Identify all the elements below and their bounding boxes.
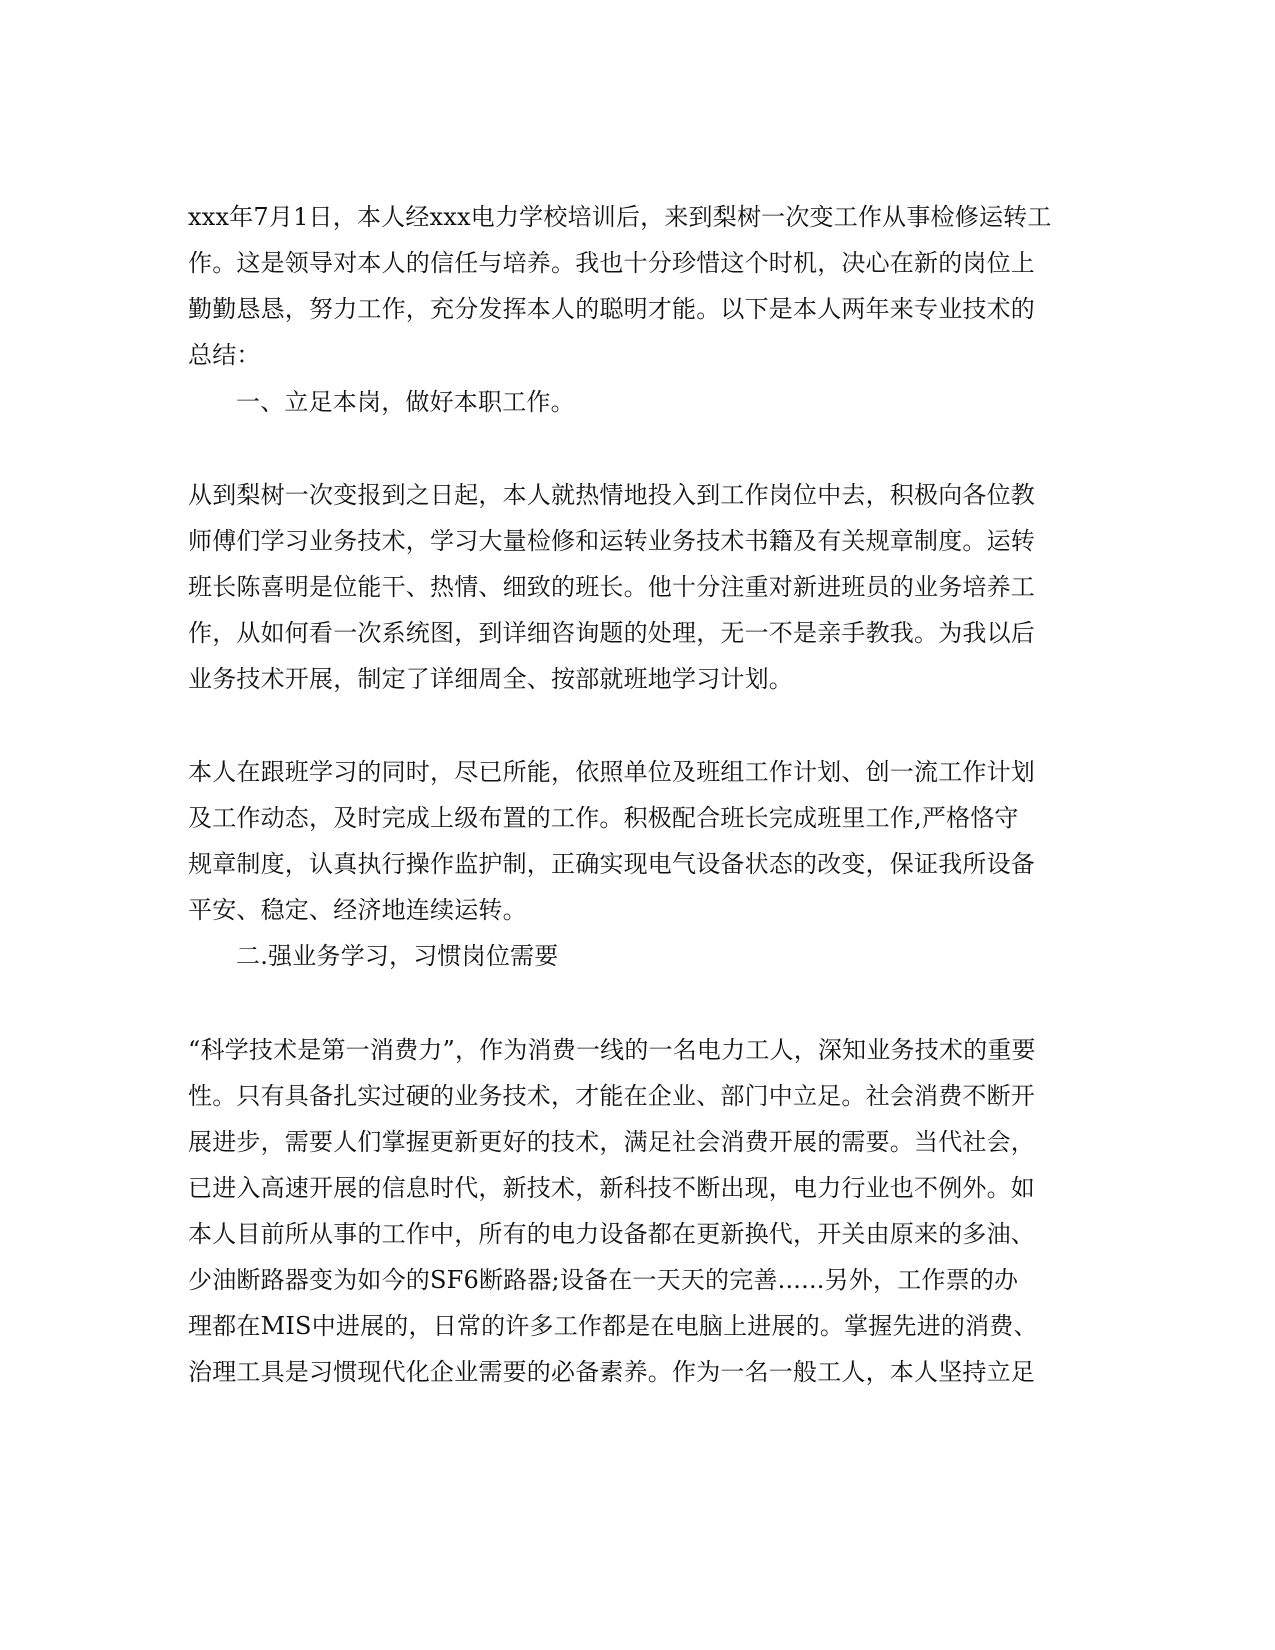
paragraph-line: 已进入高速开展的信息时代，新技术，新科技不断出现，电力行业也不例外。如 xyxy=(188,1174,1035,1202)
paragraph-line: 少油断路器变为如今的SF6断路器;设备在一天天的完善......另外，工作票的办 xyxy=(188,1266,1019,1294)
paragraph-line: “科学技术是第一消费力”，作为消费一线的一名电力工人，深知业务技术的重要 xyxy=(188,1036,1036,1064)
paragraph-line: 作，从如何看一次系统图，到详细咨询题的处理，无一不是亲手教我。为我以后 xyxy=(188,619,1035,647)
paragraph-line: 师傅们学习业务技术，学习大量检修和运转业务技术书籍及有关规章制度。运转 xyxy=(188,527,1035,555)
paragraph-line: 规章制度，认真执行操作监护制，正确实现电气设备状态的改变，保证我所设备 xyxy=(188,850,1035,878)
paragraph-line: 本人目前所从事的工作中，所有的电力设备都在更新换代，开关由原来的多油、 xyxy=(188,1220,1035,1248)
paragraph-line: 平安、稳定、经济地连续运转。 xyxy=(188,896,527,924)
paragraph-line: 班长陈喜明是位能干、热情、细致的班长。他十分注重对新进班员的业务培养工 xyxy=(188,573,1035,601)
paragraph-line: 展进步，需要人们掌握更新更好的技术，满足社会消费开展的需要。当代社会， xyxy=(188,1128,1035,1156)
paragraph-line: 本人在跟班学习的同时，尽已所能，依照单位及班组工作计划、创一流工作计划 xyxy=(188,758,1035,786)
paragraph-line: 性。只有具备扎实过硬的业务技术，才能在企业、部门中立足。社会消费不断开 xyxy=(188,1082,1035,1110)
paragraph-line: 总结： xyxy=(188,341,261,369)
paragraph-line: 作。这是领导对本人的信任与培养。我也十分珍惜这个时机，决心在新的岗位上 xyxy=(188,249,1035,277)
section-heading-1: 一、立足本岗，做好本职工作。 xyxy=(236,388,575,416)
paragraph-line: 及工作动态，及时完成上级布置的工作。积极配合班长完成班里工作,严格恪守 xyxy=(188,804,1019,832)
paragraph-line: 治理工具是习惯现代化企业需要的必备素养。作为一名一般工人，本人坚持立足 xyxy=(188,1358,1035,1386)
paragraph-line: 从到梨树一次变报到之日起，本人就热情地投入到工作岗位中去，积极向各位教 xyxy=(188,481,1035,509)
paragraph-line: 勤勤恳恳，努力工作，充分发挥本人的聪明才能。以下是本人两年来专业技术的 xyxy=(188,295,1035,323)
paragraph-line: 理都在MIS中进展的，日常的许多工作都是在电脑上进展的。掌握先进的消费、 xyxy=(188,1312,1038,1340)
section-heading-2: 二.强业务学习，习惯岗位需要 xyxy=(236,942,559,970)
paragraph-line: 业务技术开展，制定了详细周全、按部就班地学习计划。 xyxy=(188,665,793,693)
paragraph-line: xxx年7月1日，本人经xxx电力学校培训后，来到梨树一次变工作从事检修运转工 xyxy=(188,203,1052,231)
